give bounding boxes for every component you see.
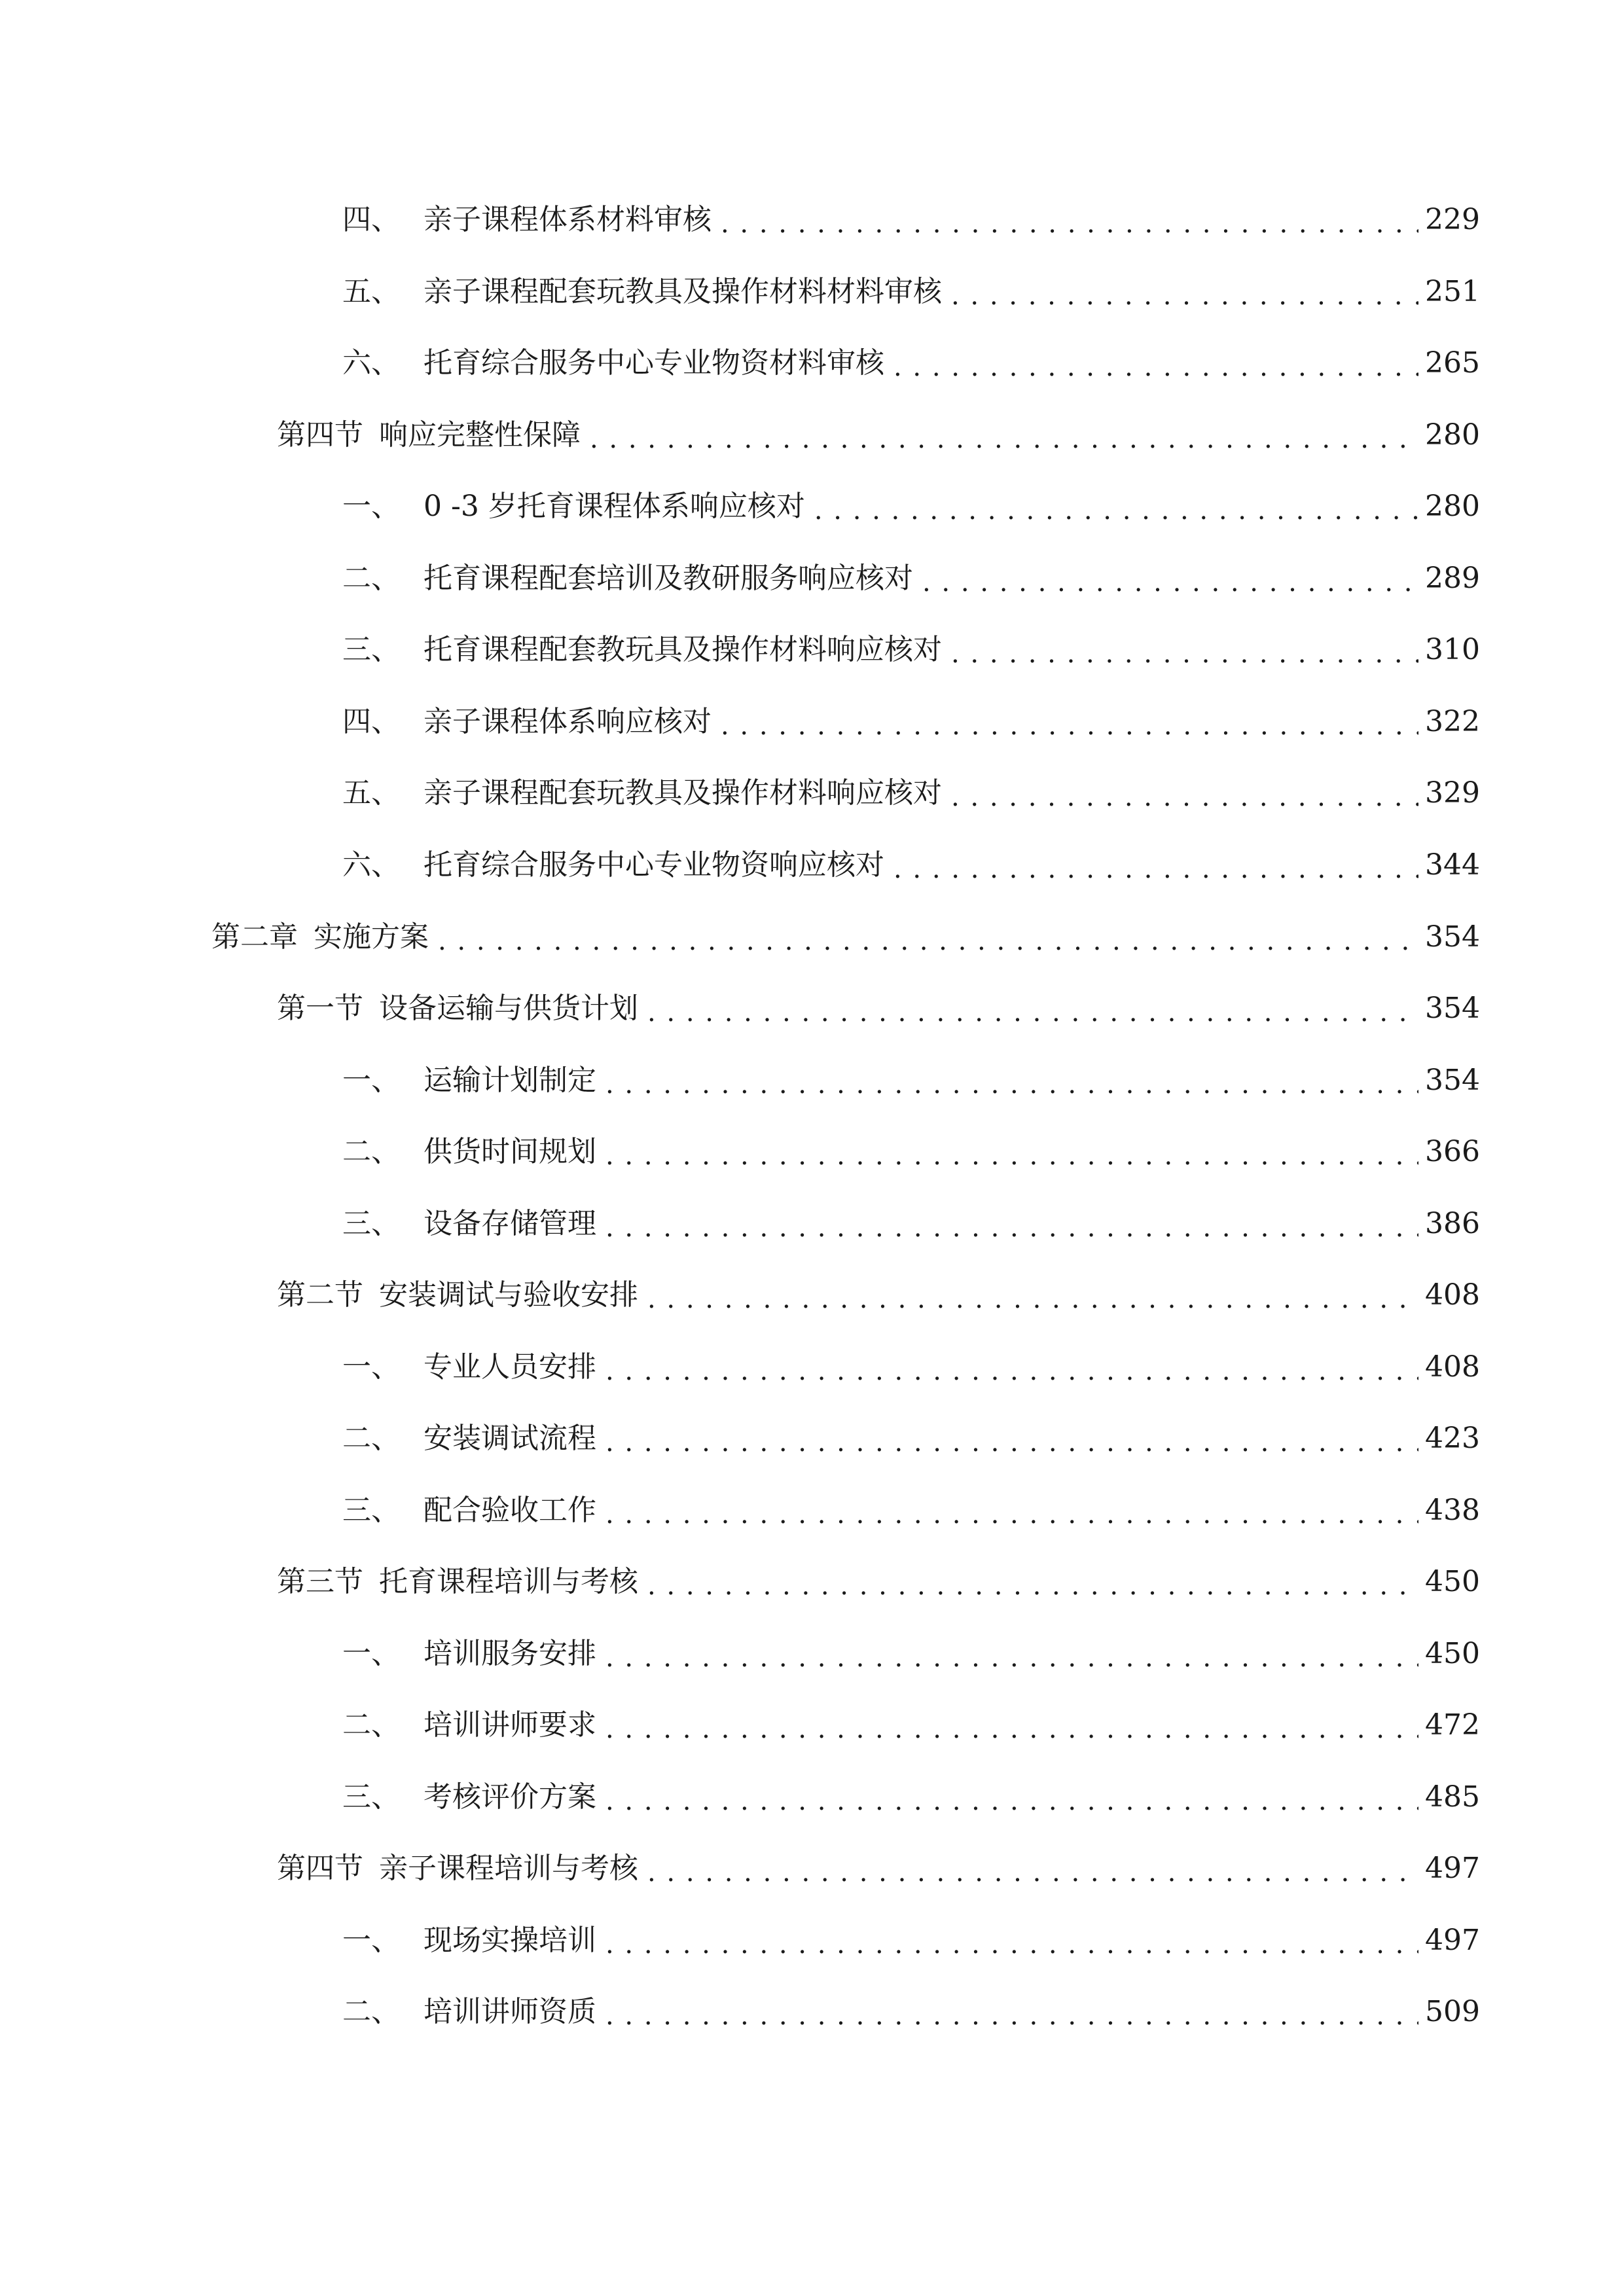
toc-entry-number: 五、 bbox=[342, 275, 400, 308]
dot-leader bbox=[605, 1412, 1418, 1465]
toc-entry[interactable] bbox=[342, 1699, 1480, 1751]
toc-entry-number: 第二章 bbox=[211, 920, 298, 954]
dot-leader bbox=[721, 696, 1418, 748]
toc-entry-title: 亲子课程配套玩教具及操作材料材料审核 bbox=[424, 275, 942, 308]
toc-entry-number: 一、 bbox=[342, 1064, 400, 1097]
dot-leader bbox=[951, 266, 1418, 318]
toc-entry-title: 考核评价方案 bbox=[424, 1780, 596, 1814]
toc-entry-number: 一、 bbox=[342, 1637, 400, 1670]
dot-leader bbox=[605, 1699, 1418, 1751]
toc-entry-page: 450 bbox=[1425, 1637, 1480, 1670]
toc-entry[interactable] bbox=[342, 1628, 1480, 1680]
toc-entry-title: 亲子课程配套玩教具及操作材料响应核对 bbox=[424, 776, 942, 810]
toc-entry[interactable] bbox=[342, 337, 1480, 389]
toc-entry-number: 五、 bbox=[342, 776, 400, 810]
dot-leader bbox=[605, 1484, 1418, 1537]
toc-entry-number: 三、 bbox=[342, 1494, 400, 1527]
toc-entry[interactable] bbox=[277, 1556, 1480, 1608]
toc-entry-title: 设备运输与供货计划 bbox=[379, 992, 638, 1025]
toc-entry-page: 354 bbox=[1425, 1064, 1480, 1097]
toc-entry-number: 四、 bbox=[342, 705, 400, 738]
toc-entry-title: 培训讲师资质 bbox=[424, 1995, 596, 2028]
toc-entry-page: 497 bbox=[1425, 1924, 1480, 1957]
toc-entry-page: 485 bbox=[1425, 1780, 1480, 1814]
dot-leader bbox=[590, 409, 1418, 461]
toc-entry-number: 二、 bbox=[342, 562, 400, 595]
toc-entry-title: 亲子课程体系响应核对 bbox=[424, 705, 712, 738]
dot-leader bbox=[647, 1842, 1418, 1895]
toc-entry-page: 423 bbox=[1425, 1422, 1480, 1455]
dot-leader bbox=[922, 552, 1418, 605]
toc-entry[interactable] bbox=[342, 1126, 1480, 1178]
dot-leader bbox=[951, 624, 1418, 676]
toc-entry-page: 280 bbox=[1425, 490, 1480, 523]
toc-entry-page: 472 bbox=[1425, 1708, 1480, 1742]
toc-entry-title: 托育课程配套教玩具及操作材料响应核对 bbox=[424, 633, 942, 666]
toc-entry-number: 三、 bbox=[342, 633, 400, 666]
toc-entry[interactable] bbox=[342, 1341, 1480, 1393]
toc-entry-number: 二、 bbox=[342, 1422, 400, 1455]
toc-entry-page: 450 bbox=[1425, 1565, 1480, 1598]
toc-entry-number: 第四节 bbox=[277, 418, 363, 452]
toc-entry-title: 配合验收工作 bbox=[424, 1494, 596, 1527]
toc-entry-title: 安装调试流程 bbox=[424, 1422, 596, 1455]
toc-entry-number: 一、 bbox=[342, 490, 400, 523]
toc-entry-page: 310 bbox=[1425, 633, 1480, 666]
dot-leader bbox=[893, 839, 1418, 891]
toc-entry-title: 专业人员安排 bbox=[424, 1350, 596, 1384]
toc-entry-page: 354 bbox=[1425, 920, 1480, 954]
dot-leader bbox=[605, 1054, 1418, 1107]
toc-entry-title: 托育课程配套培训及教研服务响应核对 bbox=[424, 562, 913, 595]
dot-leader bbox=[647, 982, 1418, 1035]
toc-entry-number: 六、 bbox=[342, 346, 400, 380]
toc-entry-title: 亲子课程培训与考核 bbox=[379, 1852, 638, 1885]
toc-entry-title: 亲子课程体系材料审核 bbox=[424, 203, 712, 236]
toc-entry[interactable] bbox=[342, 480, 1480, 533]
dot-leader bbox=[893, 337, 1418, 389]
toc-entry[interactable] bbox=[342, 1412, 1480, 1465]
dot-leader bbox=[605, 1771, 1418, 1823]
toc-entry-page: 329 bbox=[1425, 776, 1480, 810]
toc-entry-page: 497 bbox=[1425, 1852, 1480, 1885]
dot-leader bbox=[605, 1198, 1418, 1250]
toc-entry-number: 三、 bbox=[342, 1207, 400, 1240]
toc-entry-page: 386 bbox=[1425, 1207, 1480, 1240]
toc-entry[interactable] bbox=[277, 1842, 1480, 1895]
dot-leader bbox=[605, 1341, 1418, 1393]
dot-leader bbox=[605, 1986, 1418, 2038]
toc-entry[interactable] bbox=[342, 552, 1480, 605]
toc-entry[interactable] bbox=[342, 1484, 1480, 1537]
toc-entry[interactable] bbox=[211, 911, 1480, 963]
toc-entry-title: 培训讲师要求 bbox=[424, 1708, 596, 1742]
toc-entry-number: 四、 bbox=[342, 203, 400, 236]
dot-leader bbox=[647, 1556, 1418, 1608]
toc-entry[interactable] bbox=[277, 982, 1480, 1035]
toc-entry[interactable] bbox=[342, 1914, 1480, 1967]
toc-entry-page: 408 bbox=[1425, 1278, 1480, 1312]
toc-entry-number: 第二节 bbox=[277, 1278, 363, 1312]
toc-entry-number: 一、 bbox=[342, 1350, 400, 1384]
dot-leader bbox=[951, 767, 1418, 819]
toc-entry-page: 344 bbox=[1425, 848, 1480, 882]
dot-leader bbox=[605, 1914, 1418, 1967]
toc-entry-number: 六、 bbox=[342, 848, 400, 882]
toc-entry[interactable] bbox=[277, 1269, 1480, 1321]
toc-entry-page: 322 bbox=[1425, 705, 1480, 738]
toc-entry[interactable] bbox=[342, 696, 1480, 748]
toc-entry[interactable] bbox=[342, 1054, 1480, 1107]
toc-entry-page: 366 bbox=[1425, 1135, 1480, 1168]
toc-entry[interactable] bbox=[342, 1986, 1480, 2038]
toc-entry[interactable] bbox=[342, 266, 1480, 318]
toc-entry-page: 438 bbox=[1425, 1494, 1480, 1527]
dot-leader bbox=[647, 1269, 1418, 1321]
toc-entry-title: 托育综合服务中心专业物资响应核对 bbox=[424, 848, 884, 882]
toc-entry[interactable] bbox=[342, 1771, 1480, 1823]
toc-entry-title: 托育综合服务中心专业物资材料审核 bbox=[424, 346, 884, 380]
toc-entry-number: 一、 bbox=[342, 1924, 400, 1957]
dot-leader bbox=[605, 1628, 1418, 1680]
toc-entry-page: 289 bbox=[1425, 562, 1480, 595]
toc-entry-title: 安装调试与验收安排 bbox=[379, 1278, 638, 1312]
toc-entry-title: 培训服务安排 bbox=[424, 1637, 596, 1670]
toc-entry-title: 托育课程培训与考核 bbox=[379, 1565, 638, 1598]
toc-entry[interactable] bbox=[342, 194, 1480, 246]
toc-entry-page: 408 bbox=[1425, 1350, 1480, 1384]
toc-entry-number: 第三节 bbox=[277, 1565, 363, 1598]
toc-entry-page: 509 bbox=[1425, 1995, 1480, 2028]
toc-entry[interactable] bbox=[342, 1198, 1480, 1250]
toc-entry-title: 设备存储管理 bbox=[424, 1207, 596, 1240]
toc-entry-number: 第四节 bbox=[277, 1852, 363, 1885]
toc-entry-title: 实施方案 bbox=[314, 920, 429, 954]
toc-entry-page: 354 bbox=[1425, 992, 1480, 1025]
toc-entry-title: 现场实操培训 bbox=[424, 1924, 596, 1957]
dot-leader bbox=[605, 1126, 1418, 1178]
toc-entry-number: 二、 bbox=[342, 1135, 400, 1168]
toc-entry[interactable] bbox=[342, 624, 1480, 676]
dot-leader bbox=[438, 911, 1418, 963]
toc-entry-page: 251 bbox=[1425, 275, 1480, 308]
dot-leader bbox=[721, 194, 1418, 246]
toc-entry[interactable] bbox=[342, 839, 1480, 891]
toc-entry-number: 二、 bbox=[342, 1995, 400, 2028]
toc-entry-title: 响应完整性保障 bbox=[379, 418, 581, 452]
toc-entry-page: 280 bbox=[1425, 418, 1480, 452]
toc-entry-title: 0 -3 岁托育课程体系响应核对 bbox=[424, 490, 805, 523]
toc-entry-number: 第一节 bbox=[277, 992, 363, 1025]
toc-entry-number: 三、 bbox=[342, 1780, 400, 1814]
toc-entry-title: 运输计划制定 bbox=[424, 1064, 596, 1097]
toc-entry-page: 229 bbox=[1425, 203, 1480, 236]
toc-entry-title: 供货时间规划 bbox=[424, 1135, 596, 1168]
toc-entry-page: 265 bbox=[1425, 346, 1480, 380]
toc-entry[interactable] bbox=[342, 767, 1480, 819]
toc-entry-number: 二、 bbox=[342, 1708, 400, 1742]
toc-entry[interactable] bbox=[277, 409, 1480, 461]
dot-leader bbox=[814, 480, 1418, 533]
